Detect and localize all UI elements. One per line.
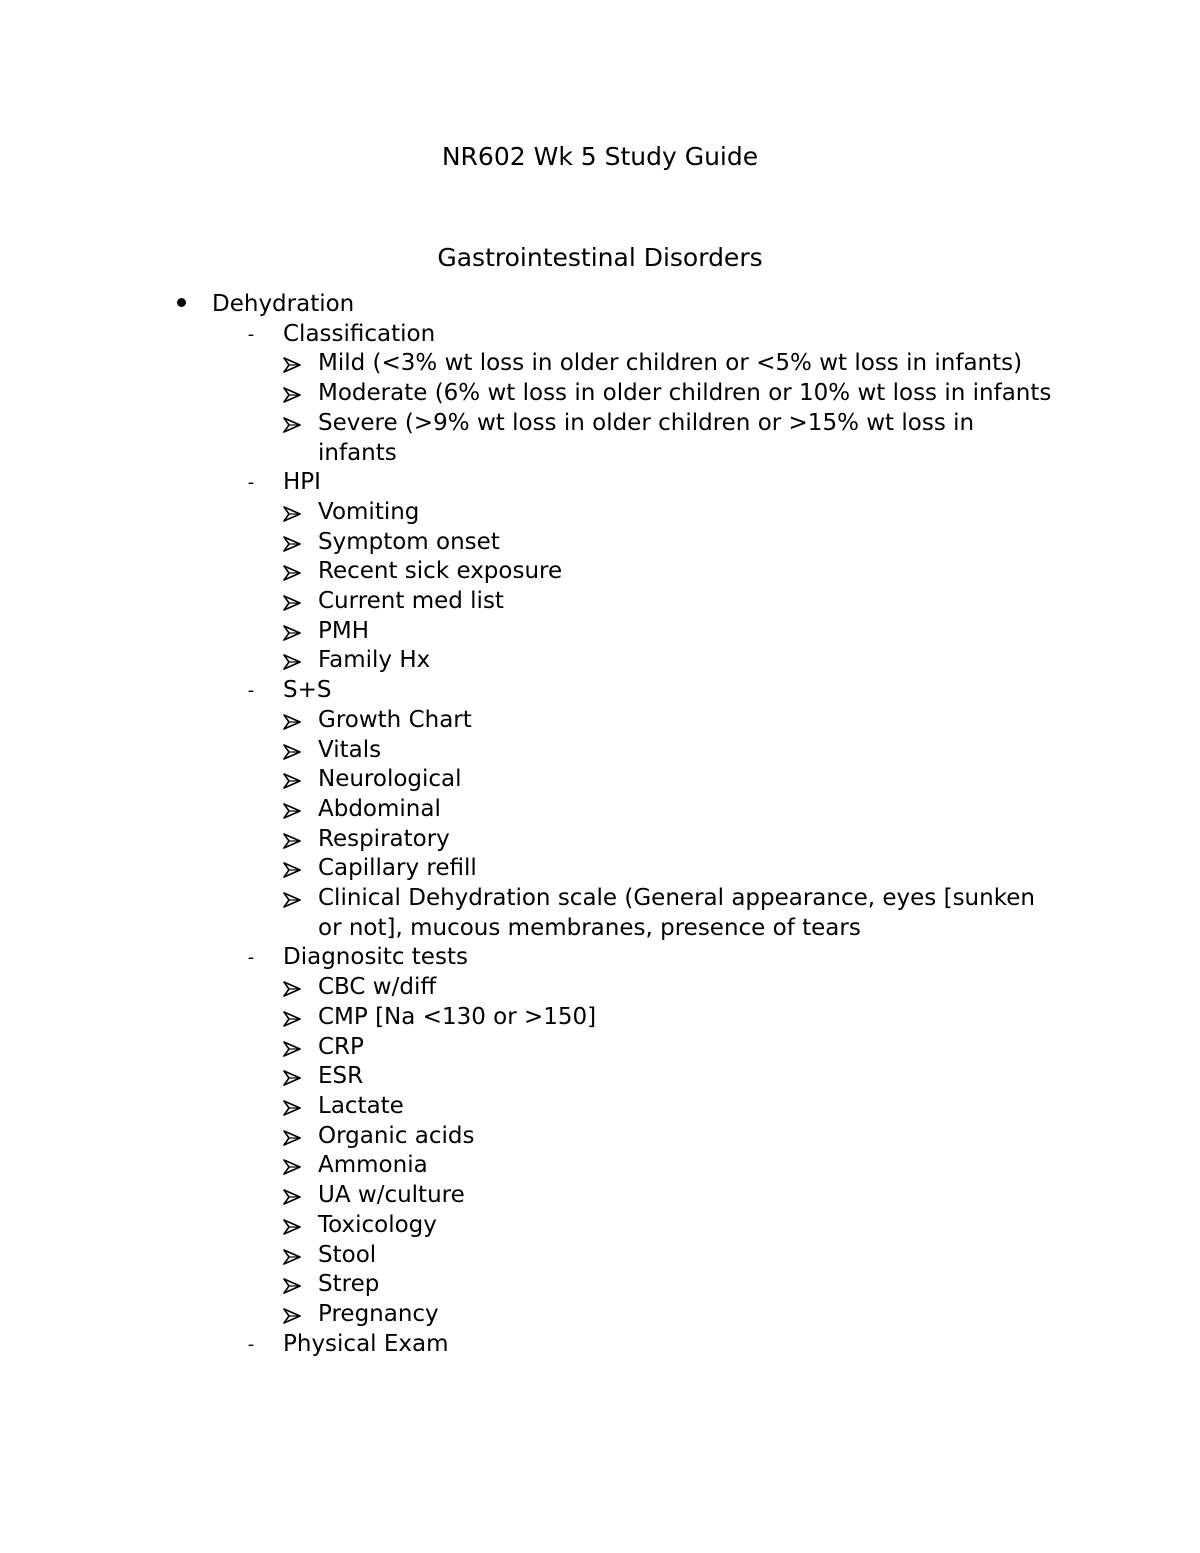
arrowhead-icon <box>282 498 302 528</box>
dash-icon: - <box>247 680 255 702</box>
list-item: Mild (<3% wt loss in older children or <5% wt loss in infants) <box>0 349 1200 379</box>
subheading-diagnostic-tests <box>0 943 1200 973</box>
outline-item-dehydration <box>0 290 1200 320</box>
list-item: Severe (>9% wt loss in older children or >15% wt loss in infants <box>0 409 1200 468</box>
list-item: PMH <box>0 617 1200 647</box>
arrowhead-icon <box>282 1003 302 1033</box>
subheading-physical-exam <box>0 1330 1200 1360</box>
topic-label: Dehydration <box>212 291 355 317</box>
arrowhead-icon <box>282 379 302 409</box>
arrowhead-icon <box>282 1300 302 1330</box>
list-item: Recent sick exposure <box>0 557 1200 587</box>
list-item: Neurological <box>0 765 1200 795</box>
arrowhead-icon <box>282 1122 302 1152</box>
outline-list <box>0 290 1200 1359</box>
list-item: Respiratory <box>0 825 1200 855</box>
list-item: Pregnancy <box>0 1300 1200 1330</box>
arrowhead-icon <box>282 973 302 1003</box>
subheading-label: Diagnositc tests <box>283 944 468 971</box>
arrowhead-icon <box>282 1241 302 1271</box>
arrowhead-icon <box>282 528 302 558</box>
dash-icon: - <box>247 1333 255 1355</box>
subheading-label: Classification <box>283 320 436 347</box>
arrowhead-icon <box>282 854 302 884</box>
subheading-label: HPI <box>283 469 321 496</box>
arrowhead-icon <box>282 587 302 617</box>
list-item: Capillary refill <box>0 854 1200 884</box>
arrowhead-icon <box>282 1181 302 1211</box>
subheading-signs-symptoms <box>0 676 1200 706</box>
dash-icon: - <box>247 323 255 345</box>
list-item: Moderate (6% wt loss in older children or 10% wt loss in infants <box>0 379 1200 409</box>
subheading-label: Physical Exam <box>283 1330 449 1357</box>
arrowhead-icon <box>282 736 302 766</box>
arrowhead-icon <box>282 706 302 736</box>
list-item: Symptom onset <box>0 528 1200 558</box>
list-item: Stool <box>0 1241 1200 1271</box>
list-item: Strep <box>0 1270 1200 1300</box>
arrowhead-icon <box>282 884 302 914</box>
subheading-hpi <box>0 468 1200 498</box>
dash-icon: - <box>247 472 255 494</box>
arrowhead-icon <box>282 765 302 795</box>
arrowhead-icon <box>282 646 302 676</box>
arrowhead-icon <box>282 617 302 647</box>
arrowhead-icon <box>282 825 302 855</box>
arrowhead-icon <box>282 1092 302 1122</box>
arrowhead-icon <box>282 1151 302 1181</box>
arrowhead-icon <box>282 349 302 379</box>
list-item: Vitals <box>0 736 1200 766</box>
arrowhead-icon <box>282 1270 302 1300</box>
list-item: Current med list <box>0 587 1200 617</box>
list-item: Abdominal <box>0 795 1200 825</box>
list-item: ESR <box>0 1062 1200 1092</box>
arrowhead-icon <box>282 1033 302 1063</box>
list-item: Family Hx <box>0 646 1200 676</box>
arrowhead-icon <box>282 409 302 439</box>
list-item: Toxicology <box>0 1211 1200 1241</box>
list-item: Clinical Dehydration scale (General appearance, eyes [sunken or not], mucous membranes, presence of tears <box>0 884 1200 943</box>
list-item: Vomiting <box>0 498 1200 528</box>
document-title: NR602 Wk 5 Study Guide <box>441 142 759 171</box>
subheading-classification <box>0 320 1200 350</box>
section-title: Gastrointestinal Disorders <box>437 243 763 272</box>
list-item: UA w/culture <box>0 1181 1200 1211</box>
arrowhead-icon <box>282 1211 302 1241</box>
list-item: CMP [Na <130 or >150] <box>0 1003 1200 1033</box>
list-item: Lactate <box>0 1092 1200 1122</box>
bullet-icon <box>174 290 188 320</box>
list-item: CBC w/diff <box>0 973 1200 1003</box>
list-item: Ammonia <box>0 1151 1200 1181</box>
arrowhead-icon <box>282 557 302 587</box>
list-item: Organic acids <box>0 1122 1200 1152</box>
list-item: Growth Chart <box>0 706 1200 736</box>
arrowhead-icon <box>282 795 302 825</box>
subheading-label: S+S <box>283 677 332 704</box>
list-item: CRP <box>0 1033 1200 1063</box>
arrowhead-icon <box>282 1062 302 1092</box>
dash-icon: - <box>247 947 255 969</box>
